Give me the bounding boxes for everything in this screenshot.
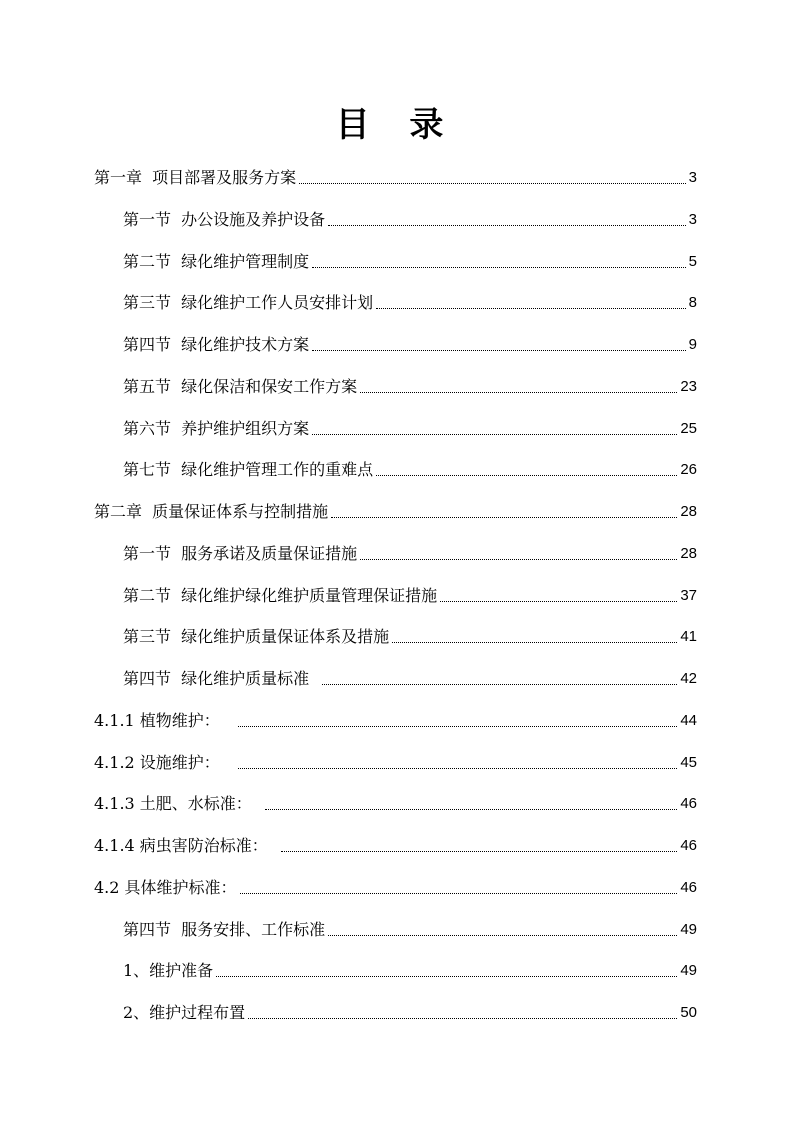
toc-entry[interactable]	[123, 959, 697, 983]
toc-page-number: 46	[680, 878, 697, 896]
toc-entry[interactable]	[123, 542, 697, 566]
toc-entry-title: 4.1.2 设施维护：	[94, 752, 236, 772]
toc-entry[interactable]	[123, 291, 697, 315]
toc-page-number: 49	[680, 920, 697, 938]
toc-entry[interactable]	[123, 458, 697, 482]
toc-entry[interactable]	[94, 709, 697, 733]
toc-entry[interactable]	[123, 250, 697, 274]
toc-page-number: 5	[688, 252, 697, 270]
toc-entry-title: 第三节 绿化维护质量保证体系及措施	[123, 627, 390, 647]
toc-page-number: 50	[680, 1004, 697, 1021]
toc-page-number: 45	[680, 753, 697, 771]
toc-dot-leader	[281, 851, 677, 852]
toc-page-number: 3	[688, 210, 697, 228]
toc-entry[interactable]	[123, 667, 697, 691]
toc-dot-leader	[328, 935, 677, 936]
toc-dot-leader	[360, 559, 677, 560]
toc-entry[interactable]	[123, 375, 697, 399]
toc-dot-leader	[238, 768, 677, 769]
toc-entry[interactable]	[123, 417, 697, 441]
toc-entry-title: 第二节 绿化维护管理制度	[123, 251, 310, 271]
toc-dot-leader	[331, 517, 677, 518]
toc-entry[interactable]	[123, 333, 697, 357]
toc-entry-title: 第四节 绿化维护质量标准	[123, 669, 320, 688]
toc-dot-leader	[299, 183, 685, 184]
toc-entry[interactable]	[94, 876, 697, 900]
toc-dot-leader	[248, 1018, 677, 1019]
toc-entry-title: 4.1.3 土肥、水标准：	[94, 794, 262, 814]
toc-entry-title: 第一节 服务承诺及质量保证措施	[123, 543, 358, 563]
toc-dot-leader	[360, 392, 677, 393]
toc-entry-title: 4.1.4 病虫害防治标准：	[94, 836, 278, 855]
toc-page-number: 26	[680, 461, 697, 479]
toc-dot-leader	[322, 684, 677, 685]
toc-page-number: 46	[680, 795, 697, 813]
toc-dot-leader	[312, 267, 685, 268]
toc-entry-title: 2、维护过程布置	[123, 1003, 246, 1022]
toc-dot-leader	[312, 434, 677, 435]
toc-dot-leader	[376, 475, 677, 476]
toc-page-number: 8	[688, 294, 697, 312]
toc-page-number: 49	[680, 962, 697, 980]
toc-entry-title: 第五节 绿化保洁和保安工作方案	[123, 376, 358, 396]
toc-dot-leader	[265, 809, 677, 810]
toc-entry[interactable]	[94, 792, 697, 816]
toc-page-number: 37	[680, 586, 697, 604]
toc-dot-leader	[216, 976, 677, 977]
toc-entry-title: 4.2 具体维护标准：	[94, 877, 237, 897]
toc-dot-leader	[240, 893, 678, 894]
toc-entry[interactable]	[94, 166, 697, 190]
toc-page-number: 9	[688, 336, 697, 353]
toc-dot-leader	[312, 350, 685, 351]
toc-entry-title: 1、维护准备	[123, 961, 214, 981]
toc-entry[interactable]	[123, 918, 697, 942]
toc-page-number: 42	[680, 670, 697, 687]
toc-entry[interactable]	[123, 625, 697, 649]
toc-entry-title: 第一节 办公设施及养护设备	[123, 209, 326, 229]
toc-entry-title: 第三节 绿化维护工作人员安排计划	[123, 293, 374, 313]
toc-dot-leader	[238, 726, 677, 727]
toc-entry-title: 第四节 服务安排、工作标准	[123, 919, 326, 939]
toc-page-number: 44	[680, 711, 697, 729]
toc-page-number: 23	[680, 377, 697, 395]
toc-page-number: 46	[680, 837, 697, 854]
toc-dot-leader	[328, 225, 685, 226]
toc-entry[interactable]	[94, 834, 697, 858]
toc-entry[interactable]	[94, 500, 697, 524]
toc-dot-leader	[440, 601, 677, 602]
toc-entry[interactable]	[123, 1001, 697, 1025]
toc-entry-title: 第四节 绿化维护技术方案	[123, 335, 310, 354]
toc-entry[interactable]	[123, 208, 697, 232]
toc-entry-title: 4.1.1 植物维护：	[94, 710, 236, 730]
toc-entry-title: 第六节 养护维护组织方案	[123, 418, 310, 438]
toc-entry-title: 第七节 绿化维护管理工作的重难点	[123, 460, 374, 480]
toc-page-number: 25	[680, 419, 697, 437]
toc-page-number: 28	[680, 544, 697, 562]
toc-dot-leader	[392, 642, 677, 643]
toc-entry-title: 第一章 项目部署及服务方案	[94, 168, 297, 187]
toc-dot-leader	[376, 308, 685, 309]
toc-page-number: 28	[680, 503, 697, 520]
page-title: 目 录	[335, 105, 458, 145]
toc-page-number: 41	[680, 628, 697, 646]
toc-entry-title: 第二章 质量保证体系与控制措施	[94, 502, 329, 521]
toc-entry-title: 第二节 绿化维护绿化维护质量管理保证措施	[123, 585, 438, 605]
toc-entry[interactable]	[123, 584, 697, 608]
toc-entry[interactable]	[94, 751, 697, 775]
toc-page-number: 3	[688, 169, 697, 186]
